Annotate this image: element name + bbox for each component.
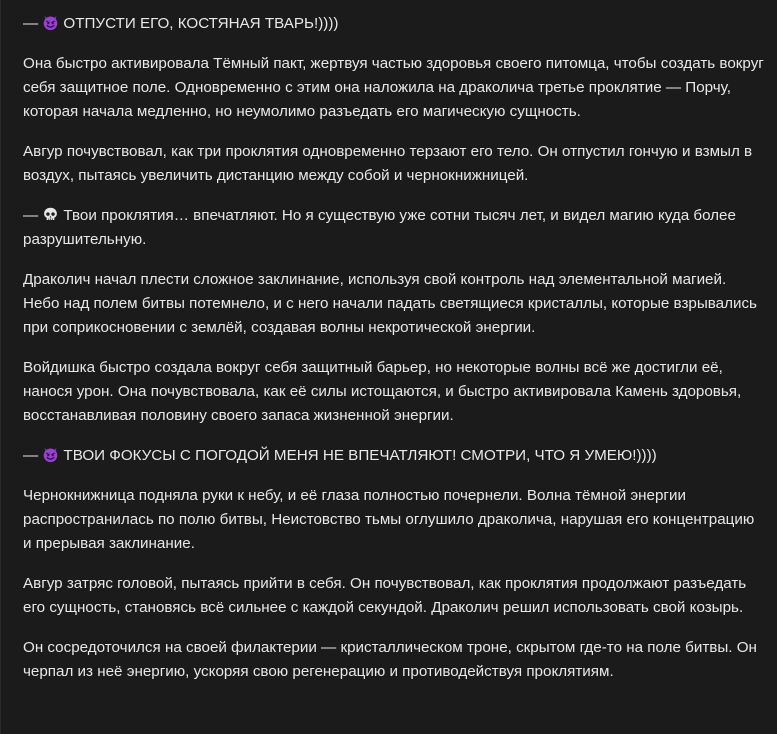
paragraph (23, 140, 765, 188)
paragraph (23, 484, 765, 556)
paragraph-text: Авгур затряс головой, пытаясь прийти в себя. Он почувствовал, как проклятия продолжают разъедать его сущность, становясь всё сильнее с каждой секундой. Драколич решил использовать свой козырь. (23, 575, 747, 616)
dialogue-dash: — (23, 207, 43, 224)
paragraph-text: ОТПУСТИ ЕГО, КОСТЯНАЯ ТВАРЬ!)))) (63, 15, 339, 32)
paragraph (23, 204, 765, 252)
smiling-devil-icon (42, 14, 59, 31)
paragraph (23, 444, 765, 468)
paragraph-text: Авгур почувствовал, как три проклятия одновременно терзают его тело. Он отпустил гончую и взмыл в воздух, пытаясь увеличить дистанцию между собой и чернокнижницей. (23, 143, 753, 184)
paragraph-text: Твои проклятия… впечатляют. Но я существую уже сотни тысяч лет, и видел магию куда более разрушительную. (23, 207, 736, 248)
paragraph-text: Чернокнижница подняла руки к небу, и её глаза полностью почернели. Волна тёмной энергии распространилась по полю битвы, Неистовство тьмы оглушило драколича, нарушая его концентрацию и прерывая заклинание. (23, 487, 755, 552)
paragraph-text: Он сосредоточился на своей филактерии — кристаллическом троне, скрытом где-то на поле битвы. Он черпал из неё энергию, ускоряя свою регенерацию и противодействуя проклятиям. (23, 639, 757, 680)
dialogue-dash: — (23, 15, 43, 32)
paragraph (23, 636, 765, 684)
document-content (1, 0, 777, 684)
paragraph-text: Драколич начал плести сложное заклинание, используя свой контроль над элементальной магией. Небо над полем битвы потемнело, и с него начали падать светящиеся кристаллы, которые взрывались при соприкосновении с землёй, создавая волны некротической энергии. (23, 271, 757, 336)
dialogue-dash: — (23, 447, 43, 464)
skull-icon (42, 206, 59, 223)
bottom-edge (1, 728, 777, 734)
smiling-devil-icon (42, 446, 59, 463)
paragraph (23, 356, 765, 428)
paragraph (23, 12, 765, 36)
paragraph (23, 268, 765, 340)
paragraph (23, 572, 765, 620)
paragraph-text: Войдишка быстро создала вокруг себя защитный барьер, но некоторые волны всё же достигли её, нанося урон. Она почувствовала, как её силы истощаются, и быстро активировала Камень здоровья, восстанавливая половину своего запаса жизненной энергии. (23, 359, 742, 424)
paragraph-text: Она быстро активировала Тёмный пакт, жертвуя частью здоровья своего питомца, чтобы создать вокруг себя защитное поле. Одновременно с этим она наложила на драколича третье проклятие — Порчу, которая начала медленно, но неумолимо разъедать его магическую сущность. (23, 55, 764, 120)
paragraph (23, 52, 765, 124)
paragraph-text: ТВОИ ФОКУСЫ С ПОГОДОЙ МЕНЯ НЕ ВПЕЧАТЛЯЮТ! СМОТРИ, ЧТО Я УМЕЮ!)))) (63, 447, 657, 464)
